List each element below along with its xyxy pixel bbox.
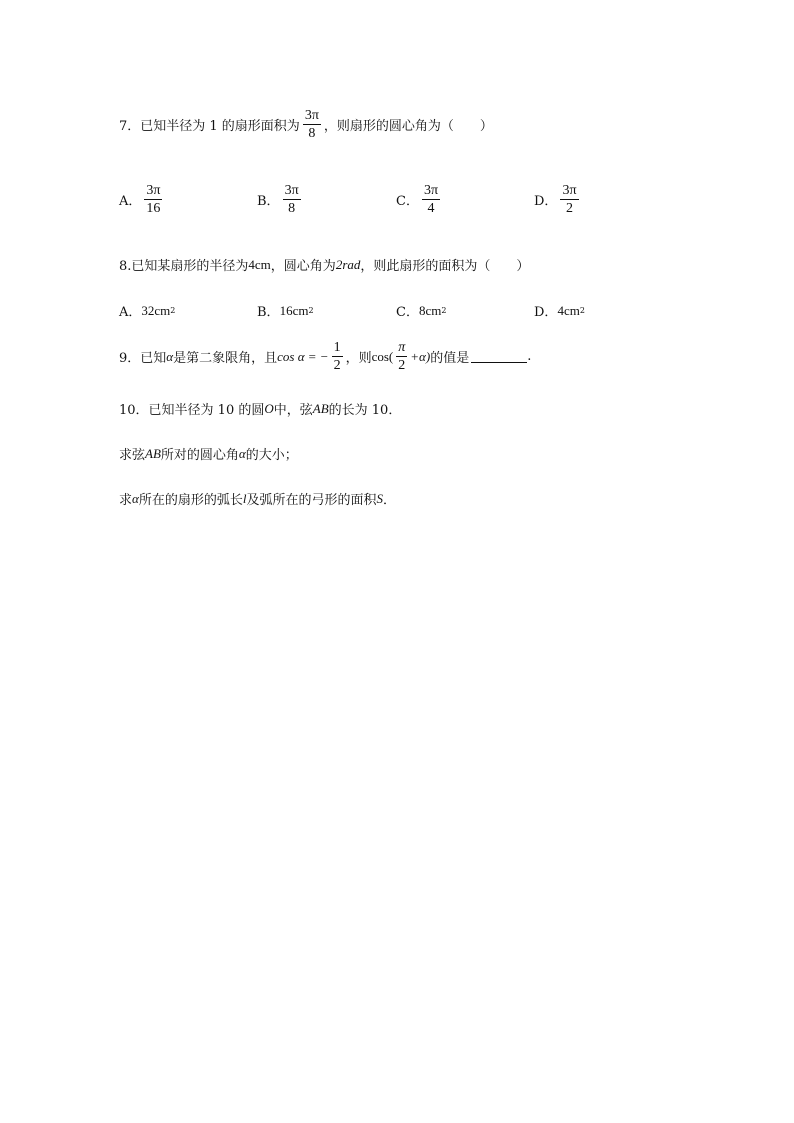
q8-text-1: 8.已知某扇形的半径为 xyxy=(119,259,249,274)
q8-option-a xyxy=(119,301,175,320)
q9-fraction xyxy=(332,340,343,374)
q10-l2-text-1: 求弦 xyxy=(119,448,146,463)
q10-l3-text-3: 及弧所在的弓形的面积 xyxy=(246,493,377,508)
frac-den: 2 xyxy=(398,358,406,374)
option-label: A． xyxy=(119,194,142,210)
frac-num: 3π xyxy=(284,183,299,198)
q7-fraction xyxy=(303,108,321,142)
frac-den: 4 xyxy=(427,201,435,217)
q7-prefix: 7．已知半径为 1 的扇形面积为 xyxy=(119,119,300,135)
q8-radius: 4cm xyxy=(248,256,271,272)
option-label: A． xyxy=(119,305,142,320)
question-10-line-3 xyxy=(119,489,396,508)
q10-l3-s: S xyxy=(376,490,383,506)
q10-l2-text-2: 所对的圆心角 xyxy=(160,448,239,463)
answer-blank[interactable] xyxy=(471,350,527,363)
frac-den: 16 xyxy=(146,201,161,217)
option-label: C． xyxy=(396,194,419,210)
option-value: 4cm xyxy=(557,302,580,318)
option-sup: 2 xyxy=(170,306,176,315)
q10-chord: AB xyxy=(312,400,329,416)
q7-option-b xyxy=(257,183,304,217)
q9-cos2-prefix: cos( xyxy=(371,348,394,364)
q8-option-d xyxy=(534,301,585,320)
q9-text-2: 是第二象限角，且 xyxy=(173,351,278,367)
q9-text-4: 的值是 xyxy=(430,351,470,367)
q10-l2-chord: AB xyxy=(145,445,161,461)
q10-circle: O xyxy=(264,400,274,416)
frac-num: 3π xyxy=(146,183,161,198)
q10-l3-text-1: 求 xyxy=(119,493,133,508)
frac-den: 8 xyxy=(288,201,296,217)
option-label: D． xyxy=(534,305,558,320)
question-9 xyxy=(119,340,531,374)
q10-text-2: 中，弦 xyxy=(273,403,313,418)
q10-text-3: 的长为 10． xyxy=(328,403,402,418)
q9-text-3: ，则 xyxy=(345,351,372,367)
question-10-line-2 xyxy=(119,444,298,463)
frac-den: 2 xyxy=(565,201,573,217)
frac-den: 2 xyxy=(333,358,341,374)
q9-end: . xyxy=(527,349,532,365)
frac-num: 1 xyxy=(333,340,341,355)
frac-num: π xyxy=(398,340,406,355)
q10-l2-alpha: α xyxy=(238,445,246,461)
q10-l3-alpha: α xyxy=(132,490,139,506)
q8-option-b xyxy=(257,301,314,320)
option-value: 32cm xyxy=(141,302,171,318)
q7-frac-num: 3π xyxy=(304,108,319,123)
frac-num: 3π xyxy=(423,183,439,198)
q10-l3-text-4: ． xyxy=(383,493,397,508)
q9-text-1: 9．已知 xyxy=(119,351,167,367)
q7-frac-den: 8 xyxy=(308,126,316,142)
q9-alpha: α xyxy=(166,348,174,364)
option-label: B． xyxy=(257,305,280,320)
option-label: D． xyxy=(534,194,558,210)
question-10-line-1 xyxy=(119,399,401,418)
q8-text-3: ，则此扇形的面积为（ ） xyxy=(360,259,530,274)
q8-text-2: ，圆心角为 xyxy=(270,259,336,274)
q7-suffix: ，则扇形的圆心角为（ ） xyxy=(323,119,493,135)
option-fraction xyxy=(422,183,440,217)
q7-option-a xyxy=(119,183,165,217)
q10-l2-text-3: 的大小； xyxy=(245,448,298,463)
option-value: 8cm xyxy=(418,302,442,318)
frac-num: 3π xyxy=(562,183,577,198)
q7-option-c xyxy=(396,183,443,217)
question-8 xyxy=(119,255,529,274)
question-7 xyxy=(119,108,493,142)
q8-option-c xyxy=(396,301,446,320)
q9-cos-expr: cos α = − xyxy=(277,348,329,364)
option-sup: 2 xyxy=(579,306,585,315)
q10-l3-text-2: 所在的扇形的弧长 xyxy=(138,493,243,508)
option-fraction xyxy=(560,183,578,217)
q7-option-d xyxy=(534,183,582,217)
option-fraction xyxy=(144,183,162,217)
option-fraction xyxy=(283,183,301,217)
option-value: 16cm xyxy=(279,302,309,318)
option-sup: 2 xyxy=(441,306,447,315)
option-label: C． xyxy=(396,305,419,320)
option-label: B． xyxy=(257,194,280,210)
q8-angle: 2rad xyxy=(335,256,361,272)
q9-fraction-2 xyxy=(396,340,407,374)
q9-cos2-suffix: +α) xyxy=(410,348,431,364)
q10-l3-l: l xyxy=(242,490,247,506)
option-sup: 2 xyxy=(308,306,314,315)
q10-text-1: 10．已知半径为 10 的圆 xyxy=(119,403,265,418)
